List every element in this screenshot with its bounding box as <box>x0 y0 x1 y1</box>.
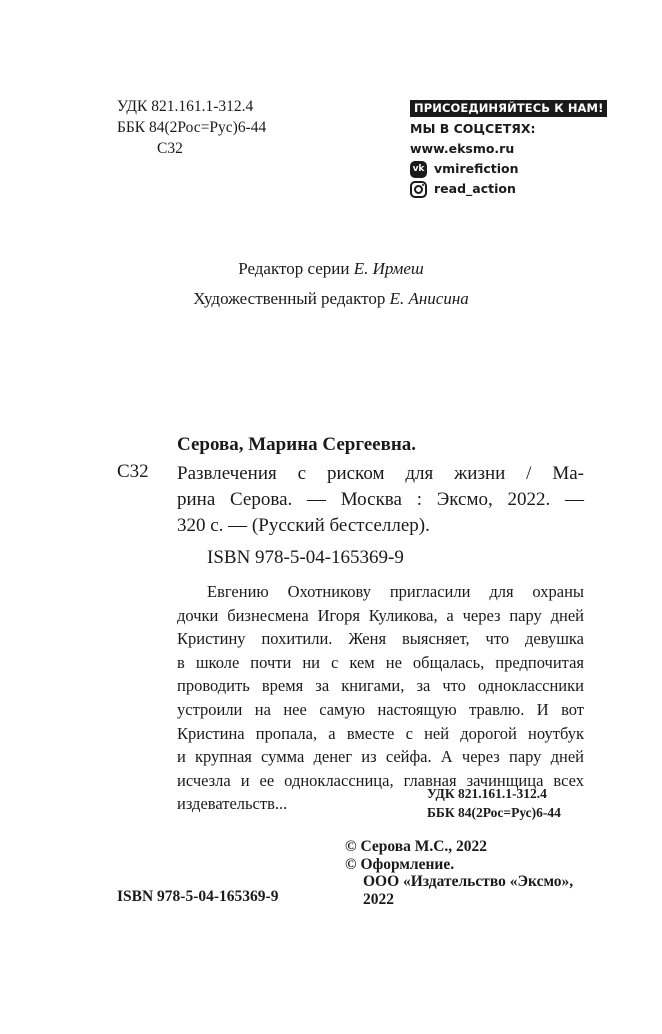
udk-code: УДК 821.161.1-312.4 <box>117 98 254 115</box>
bibliography-code: С32 <box>117 461 149 482</box>
annotation-line: Кристина пропала, а вместе с ней дорогой ноутбук <box>177 723 584 743</box>
bib-line: Развлечения с риском для жизни / Ма- <box>177 463 584 484</box>
publisher-name: ООО «Издательство «Эксмо», <box>363 873 574 890</box>
bibliography-record <box>177 461 584 539</box>
website-link[interactable]: www.eksmo.ru <box>410 141 515 156</box>
bib-line: рина Серова. — Москва : Эксмо, 2022. — <box>177 489 584 510</box>
instagram-handle: read_action <box>434 181 516 196</box>
annotation-line: и крупная сумма денег из сейфа. А через пару дней <box>177 747 584 767</box>
vk-handle: vmirefiction <box>434 161 519 176</box>
bib-line: 320 с. — (Русский бестселлер). <box>177 515 430 536</box>
publisher-year: 2022 <box>363 890 394 908</box>
annotation-line: Евгению Охотникову пригласили для охраны <box>207 582 584 601</box>
join-banner: ПРИСОЕДИНЯЙТЕСЬ К НАМ! <box>410 100 607 117</box>
social-block <box>410 100 607 199</box>
art-editor-label: Художественный редактор <box>193 289 386 308</box>
social-subtitle: МЫ В СОЦСЕТЯХ: <box>410 121 536 136</box>
annotation-line: проводить время за книгами, за что одноклассники <box>177 676 584 696</box>
series-editor-label: Редактор серии <box>238 259 350 278</box>
instagram-icon <box>410 181 427 198</box>
vk-icon: vk <box>410 161 427 178</box>
annotation-line: устроили на нее самую настоящую травлю. И вот <box>177 699 584 719</box>
copyright-block <box>345 838 573 908</box>
footer-bbk: ББК 84(2Рос=Рус)6-44 <box>427 804 561 820</box>
annotation-line: Кристину похитили. Женя выясняет, что девушка <box>177 629 584 649</box>
vk-row[interactable] <box>410 159 607 179</box>
series-editor <box>0 259 662 279</box>
author-heading: Серова, Марина Сергеевна. <box>177 434 417 455</box>
classification-block <box>117 96 266 159</box>
art-editor <box>0 289 662 309</box>
annotation-line: дочки бизнесмена Игоря Куликова, а через пару дней <box>177 605 584 625</box>
isbn-footer: ISBN 978-5-04-165369-9 <box>117 888 279 905</box>
footer-udk: УДК 821.161.1-312.4 <box>427 786 547 801</box>
series-editor-name: Е. Ирмеш <box>353 259 424 278</box>
bbk-code: ББК 84(2Рос=Рус)6-44 <box>117 119 267 136</box>
instagram-row[interactable] <box>410 179 607 199</box>
art-editor-name: Е. Анисина <box>389 289 469 308</box>
copyright-design: © Оформление. <box>345 855 455 873</box>
annotation-line: издевательств... <box>177 794 288 814</box>
author-mark: С32 <box>157 140 183 157</box>
isbn-main: ISBN 978-5-04-165369-9 <box>207 547 404 568</box>
annotation <box>177 580 584 816</box>
annotation-line: в школе почти ни с кем не общалась, предпочитая <box>177 652 584 672</box>
footer-classification <box>427 785 561 822</box>
copyright-author: © Серова М.С., 2022 <box>345 838 488 855</box>
annotation-line: исчезла и ее одноклассница, главная зачинщица всех <box>177 770 584 790</box>
